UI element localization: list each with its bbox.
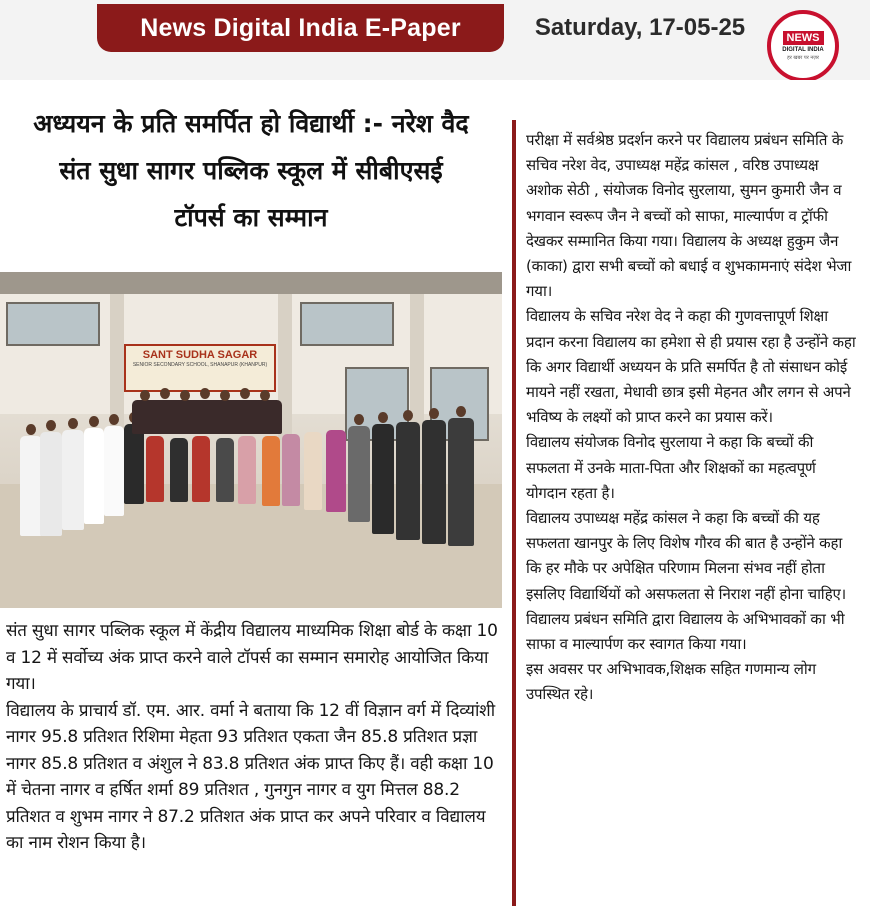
article-right-column — [526, 128, 856, 708]
person-head — [200, 388, 210, 399]
person-head — [220, 390, 230, 401]
photo-window — [6, 302, 100, 346]
person-figure — [146, 436, 164, 502]
person-figure — [170, 438, 188, 502]
person-figure — [422, 420, 446, 544]
article-paragraph: इस अवसर पर अभिभावक,शिक्षक सहित गणमान्य लोग उपस्थित रहे। — [526, 660, 816, 704]
person-figure — [326, 430, 346, 512]
person-head — [89, 416, 99, 427]
person-figure — [348, 426, 370, 522]
article-headline — [0, 100, 502, 241]
person-head — [46, 420, 56, 431]
logo-word-digital-india: DIGITAL INDIA — [782, 47, 824, 53]
person-figure — [84, 428, 104, 524]
person-head — [26, 424, 36, 435]
group-of-people — [20, 380, 500, 540]
issue-date: Saturday, 17-05-25 — [534, 14, 746, 41]
person-figure — [132, 400, 282, 434]
article-left-column — [6, 618, 506, 857]
person-figure — [20, 436, 42, 536]
epaper-title: News Digital India E-Paper — [97, 4, 504, 52]
article-paragraph: परीक्षा में सर्वश्रेष्ठ प्रदर्शन करने पर विद्यालय प्रबंधन समिति के सचिव नरेश वेद, उपाध्यक्ष महेंद्र कांसल , वरिष्ठ उपाध्यक्ष अशोक सेठी , संयोजक विनोद सुरलाया, सुमन कुमारी जैन व भगवान स्वरूप जैन ने बच्चों को साफा, माल्यार्पण व ट्रॉफी देखकर सम्मानित किया गया। विद्यालय के अध्यक्ष हुकुम जैन (काका) द्वारा सभी बच्चों को बधाई व शुभकामनाएं संदेश भेजा गया। — [526, 131, 852, 301]
banner-subtitle: SENIOR SECONDARY SCHOOL, SHANAPUR (KHANPUR) — [132, 362, 268, 368]
person-head — [354, 414, 364, 425]
headline-line: टॉपर्स का सम्मान — [174, 203, 328, 232]
person-figure — [304, 432, 322, 510]
person-figure — [282, 434, 300, 506]
banner-title: SANT SUDHA SAGAR — [142, 349, 258, 361]
article-paragraph: विद्यालय उपाध्यक्ष महेंद्र कांसल ने कहा कि बच्चों की यह सफलता खानपुर के लिए विशेष गौरव की बात है उन्होंने कहा कि हर मौके पर अपेक्षित परिणाम मिलना संभव नहीं होता इसलिए विद्यार्थियों को असफलता से निराश नहीं होना चाहिए। विद्यालय प्रबंधन समिति द्वारा विद्यालय के अभिभावकों का भी साफा व माल्यार्पण कर स्वागत किया गया। — [526, 509, 847, 654]
person-figure — [238, 436, 256, 504]
person-head — [456, 406, 466, 417]
photo-ceiling — [0, 272, 502, 294]
person-figure — [40, 432, 62, 536]
person-head — [429, 408, 439, 419]
person-figure — [192, 436, 210, 502]
person-figure — [62, 430, 84, 530]
photo-window — [300, 302, 394, 346]
article-paragraph: संत सुधा सागर पब्लिक स्कूल में केंद्रीय विद्यालय माध्यमिक शिक्षा बोर्ड के कक्षा 10 व 12 में सर्वोच्य अंक प्राप्त करने वाले टॉपर्स का सम्मान समारोह आयोजित किया गया। — [6, 621, 498, 694]
person-figure — [396, 422, 420, 540]
logo-word-news: NEWS — [783, 31, 824, 45]
person-head — [68, 418, 78, 429]
event-photo — [0, 272, 502, 608]
masthead — [0, 0, 870, 81]
news-logo[interactable] — [767, 10, 839, 82]
person-head — [109, 414, 119, 425]
person-head — [378, 412, 388, 423]
column-divider — [512, 120, 516, 906]
person-head — [180, 390, 190, 401]
headline-line: संत सुधा सागर पब्लिक स्कूल में सीबीएसई — [59, 156, 443, 185]
article-paragraph: विद्यालय के प्राचार्य डॉ. एम. आर. वर्मा ने बताया कि 12 वीं विज्ञान वर्ग में दिव्यांशी नागर 95.8 प्रतिशत रिशिमा मेहता 93 प्रतिशत एकता जैन 85.8 प्रतिशत प्रज्ञा नागर 85.8 प्रतिशत व अंशुल ने 83.8 प्रतिशत अंक प्राप्त किए हैं। वही कक्षा 10 में चेतना नागर व हर्षित शर्मा 89 प्रतिशत , गुनगुन नागर व युग मित्तल 88.2 प्रतिशत व शुभम नागर ने 87.2 प्रतिशत अंक प्राप्त कर अपने परिवार व विद्यालय का नाम रोशन किया है। — [6, 700, 495, 853]
person-figure — [262, 436, 280, 506]
person-figure — [124, 424, 144, 504]
person-head — [240, 388, 250, 399]
person-figure — [448, 418, 474, 546]
person-head — [403, 410, 413, 421]
person-head — [160, 388, 170, 399]
logo-tagline: हर खबर पर नज़र — [787, 55, 819, 61]
article-paragraph: विद्यालय के सचिव नरेश वेद ने कहा की गुणवत्तापूर्ण शिक्षा प्रदान करना विद्यालय का हमेशा से ही प्रयास रहा है उन्होंने कहा कि अगर विद्यार्थी अध्ययन के प्रति समर्पित है तो संसाधन कोई मायने नहीं रखता, मेधावी छात्र इसी मेहनत और लगन से अपने भविष्य के लक्ष्यों को प्राप्त करने का प्रयास करें। — [526, 307, 856, 427]
article-paragraph: विद्यालय संयोजक विनोद सुरलाया ने कहा कि बच्चों की सफलता में उनके माता-पिता और शिक्षकों का महत्वपूर्ण योगदान रहता है। — [526, 433, 816, 502]
headline-line: अध्ययन के प्रति समर्पित हो विद्यार्थी :- नरेश वैद — [33, 109, 469, 138]
person-figure — [216, 438, 234, 502]
person-figure — [104, 426, 124, 516]
person-head — [260, 390, 270, 401]
person-figure — [372, 424, 394, 534]
person-head — [140, 390, 150, 401]
